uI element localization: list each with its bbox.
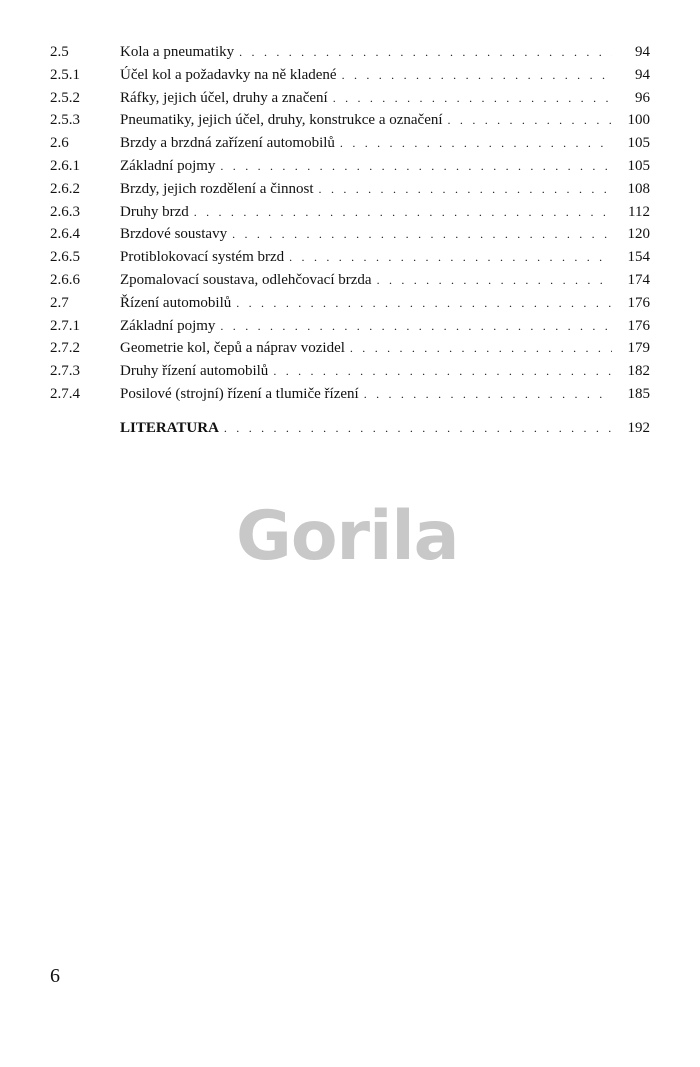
leader-dots	[377, 269, 612, 292]
toc-entry-page: 105	[627, 135, 650, 152]
toc-entry-number: 2.7.1	[50, 317, 80, 334]
toc-entry	[50, 132, 650, 155]
leader-dots	[273, 360, 612, 383]
toc-entry-title: Brzdy a brzdná zařízení automobilů	[120, 135, 335, 152]
toc-entry-number: 2.6.1	[50, 157, 80, 174]
leader-dots	[448, 109, 612, 132]
toc-entry-number: 2.6	[50, 135, 69, 152]
toc-entry-title: Protiblokovací systém brzd	[120, 249, 285, 266]
toc-entry-title: Kola a pneumatiky	[120, 44, 235, 60]
toc-entry-title: Zpomalovací soustava, odlehčovací brzda	[120, 271, 372, 288]
toc-entry-title: Druhy brzd	[120, 203, 189, 220]
toc-entry	[50, 246, 650, 269]
toc-entry	[50, 178, 650, 201]
toc-entry-number: 2.6.2	[50, 180, 80, 197]
toc-entry-page: 120	[627, 226, 650, 243]
leader-dots	[220, 155, 612, 178]
toc-entry	[50, 109, 650, 132]
toc-entry	[50, 87, 650, 110]
toc-entry-number: 2.7.4	[50, 385, 80, 402]
toc-entry-page: 100	[627, 112, 650, 129]
toc-entry-title: LITERATURA	[120, 419, 219, 436]
toc-entry-page: 176	[627, 317, 650, 334]
toc-entry-title: Geometrie kol, čepů a náprav vozidel	[120, 340, 345, 357]
toc-entry-page: 96	[635, 89, 650, 106]
toc-entries	[50, 41, 650, 406]
leader-dots	[289, 246, 612, 269]
leader-dots	[364, 383, 612, 406]
leader-dots	[232, 223, 612, 246]
leader-dots	[340, 132, 612, 155]
toc-entry-literature	[50, 417, 650, 440]
toc-entry-page: 176	[627, 294, 650, 311]
toc-entry-number: 2.6.6	[50, 271, 80, 288]
toc-entry-number: 2.5.1	[50, 66, 80, 83]
toc-entry	[50, 360, 650, 383]
toc-entry-page: 94	[635, 44, 650, 60]
toc-entry-title: Brzdy, jejich rozdělení a činnost	[120, 180, 314, 197]
leader-dots	[236, 292, 612, 315]
toc-entry-title: Základní pojmy	[120, 317, 216, 334]
leader-dots	[350, 337, 612, 360]
toc-entry-page: 94	[635, 66, 650, 83]
toc-entry-page: 182	[627, 363, 650, 380]
toc-entry-page: 112	[628, 203, 650, 220]
toc-entry-title: Brzdové soustavy	[120, 226, 228, 243]
toc-entry-number: 2.5	[50, 44, 69, 60]
toc-entry-title: Pneumatiky, jejich účel, druhy, konstrukce a označení	[120, 112, 443, 129]
leader-dots	[342, 64, 612, 87]
leader-dots	[333, 87, 612, 110]
toc-entry-title: Účel kol a požadavky na ně kladené	[120, 66, 337, 83]
leader-dots	[194, 201, 612, 224]
toc-entry-page: 179	[627, 340, 650, 357]
gorila-watermark: Gorila	[236, 497, 459, 576]
toc-entry-number: 2.6.4	[50, 226, 80, 243]
toc-entry	[50, 315, 650, 338]
toc-entry	[50, 292, 650, 315]
toc-entry-number: 2.7.3	[50, 363, 80, 380]
toc-entry	[50, 269, 650, 292]
toc-entry-page: 105	[627, 157, 650, 174]
table-of-contents	[50, 41, 650, 440]
toc-entry	[50, 155, 650, 178]
leader-dots	[220, 315, 612, 338]
toc-entry-number: 2.7	[50, 294, 69, 311]
toc-entry-page: 192	[627, 419, 650, 436]
toc-entry-title: Ráfky, jejich účel, druhy a značení	[120, 89, 328, 106]
toc-entry	[50, 223, 650, 246]
toc-entry	[50, 337, 650, 360]
toc-entry-page: 108	[627, 180, 650, 197]
leader-dots	[239, 41, 612, 64]
toc-entry-title: Základní pojmy	[120, 157, 216, 174]
toc-entry-title: Druhy řízení automobilů	[120, 363, 269, 380]
leader-dots	[319, 178, 612, 201]
toc-entry-number: 2.7.2	[50, 340, 80, 357]
page-number: 6	[50, 965, 60, 987]
toc-entry-number: 2.6.5	[50, 249, 80, 266]
toc-entry-title: Řízení automobilů	[120, 294, 232, 311]
leader-dots	[224, 417, 612, 440]
toc-entry-number: 2.5.3	[50, 112, 80, 129]
toc-entry-page: 154	[627, 249, 650, 266]
toc-entry-title: Posilové (strojní) řízení a tlumiče řízení	[120, 385, 359, 402]
toc-entry	[50, 383, 650, 406]
toc-entry	[50, 201, 650, 224]
toc-entry	[50, 64, 650, 87]
toc-entry-page: 185	[627, 385, 650, 402]
toc-entry-number: 2.5.2	[50, 89, 80, 106]
toc-entry	[50, 41, 650, 64]
toc-entry-page: 174	[627, 271, 650, 288]
toc-entry-number: 2.6.3	[50, 203, 80, 220]
